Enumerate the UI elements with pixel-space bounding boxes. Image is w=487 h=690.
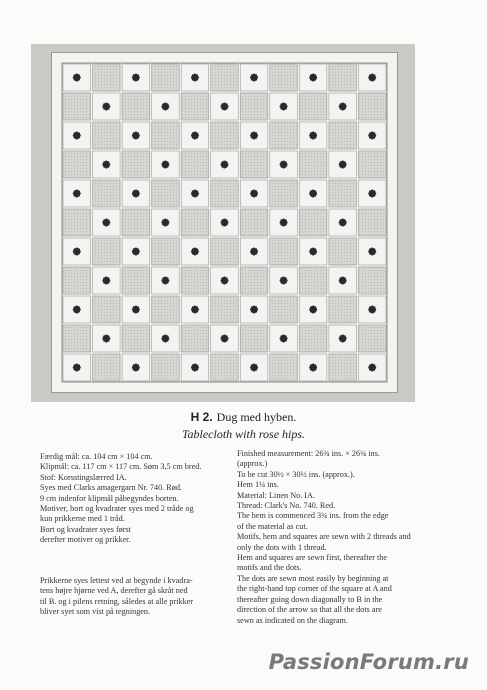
dotted-square bbox=[329, 296, 357, 323]
english-line: of the material as cut. bbox=[237, 521, 308, 531]
dotted-square bbox=[299, 209, 327, 236]
dotted-square bbox=[358, 151, 386, 178]
english-line: motifs and the dots. bbox=[237, 563, 302, 573]
english-line: Motifs, hem and squares are sewn with 2 threads and bbox=[237, 532, 411, 542]
dotted-square bbox=[211, 296, 239, 323]
dotted-square bbox=[152, 238, 180, 265]
dotted-square bbox=[240, 151, 268, 178]
english-line: sewn as indicated on the diagram. bbox=[237, 615, 348, 625]
caption-title-text: Dug med hyben. bbox=[216, 410, 297, 424]
dotted-square bbox=[358, 325, 386, 352]
dotted-square bbox=[63, 93, 91, 120]
dotted-square bbox=[240, 267, 268, 294]
dotted-square bbox=[93, 64, 121, 91]
dotted-square bbox=[240, 93, 268, 120]
dotted-square bbox=[122, 209, 150, 236]
dotted-square bbox=[299, 93, 327, 120]
caption-title bbox=[0, 410, 487, 425]
english-line: Hem and squares are sewn first, thereafter the bbox=[237, 553, 388, 563]
dotted-square bbox=[93, 354, 121, 381]
checkerboard-pattern bbox=[52, 53, 397, 392]
danish-line: Bort og kvadrater syes først bbox=[40, 524, 131, 534]
danish-line: Klipmål: ca. 117 cm × 117 cm. Søm 3,5 cm bred. bbox=[40, 462, 202, 472]
dotted-square bbox=[181, 151, 209, 178]
danish-line: derefter motiver og prikker. bbox=[40, 535, 131, 545]
dotted-square bbox=[152, 122, 180, 149]
caption-code: H 2. bbox=[190, 410, 213, 424]
danish-line: bliver syet som vist på tegningen. bbox=[40, 607, 151, 617]
english-line: To be cut 30½ × 30½ ins. (approx.). bbox=[237, 469, 355, 479]
danish-line: tens højre hjørne ved A, derefter gå skråt ned bbox=[40, 586, 188, 596]
dotted-square bbox=[299, 325, 327, 352]
dotted-square bbox=[181, 325, 209, 352]
watermark-text: PassionForum.ru bbox=[268, 650, 469, 674]
dotted-square bbox=[211, 238, 239, 265]
dotted-square bbox=[211, 64, 239, 91]
dotted-square bbox=[152, 180, 180, 207]
dotted-square bbox=[122, 325, 150, 352]
dotted-square bbox=[63, 267, 91, 294]
english-line: Finished measurement: 26¾ ins. × 26¾ ins. bbox=[237, 449, 380, 458]
danish-line: Færdig mål: ca. 104 cm × 104 cm. bbox=[40, 452, 153, 461]
dotted-square bbox=[181, 209, 209, 236]
dotted-square bbox=[93, 238, 121, 265]
dotted-square bbox=[93, 180, 121, 207]
english-line: Thread: Clark's No. 740. Red. bbox=[237, 501, 336, 511]
danish-line: kun prikkerne med 1 tråd. bbox=[40, 514, 125, 524]
dotted-square bbox=[63, 151, 91, 178]
dotted-square bbox=[63, 325, 91, 352]
english-line: thereafter going down diagonally to B in the bbox=[237, 594, 383, 604]
dotted-square bbox=[329, 180, 357, 207]
tablecloth-photo bbox=[31, 44, 415, 402]
english-line: direction of the arrow so that all the dots are bbox=[237, 605, 382, 615]
english-line: Hem 1¼ ins. bbox=[237, 480, 279, 490]
english-instructions bbox=[237, 449, 447, 626]
dotted-square bbox=[211, 180, 239, 207]
danish-instructions bbox=[40, 452, 240, 546]
dotted-square bbox=[181, 93, 209, 120]
dotted-square bbox=[270, 180, 298, 207]
caption-subtitle: Tablecloth with rose hips. bbox=[181, 427, 306, 441]
english-line: Material: Linen No. IA. bbox=[237, 490, 315, 500]
dotted-square bbox=[358, 209, 386, 236]
danish-line: Stof: Korsstingslærred IA. bbox=[40, 472, 127, 482]
english-line: the right-hand top corner of the square at A and bbox=[237, 584, 392, 594]
dotted-square bbox=[152, 296, 180, 323]
dotted-square bbox=[270, 354, 298, 381]
dotted-square bbox=[270, 64, 298, 91]
dotted-square bbox=[358, 93, 386, 120]
dotted-square bbox=[270, 122, 298, 149]
danish-line: 9 cm indenfor klipmål påbegyndes borten. bbox=[40, 493, 179, 503]
danish-line: Syes med Clarks amagergarn Nr. 740. Rød. bbox=[40, 483, 182, 493]
dotted-square bbox=[211, 354, 239, 381]
english-line: The dots are sewn most easily by beginning at bbox=[237, 573, 389, 583]
danish-dot-instructions bbox=[40, 576, 240, 618]
dotted-square bbox=[122, 93, 150, 120]
dotted-square bbox=[152, 354, 180, 381]
dotted-square bbox=[93, 122, 121, 149]
dotted-square bbox=[299, 267, 327, 294]
dotted-square bbox=[63, 209, 91, 236]
dotted-square bbox=[152, 64, 180, 91]
danish-line: Motiver, bort og kvadrater syes med 2 tråde og bbox=[40, 504, 194, 514]
dotted-square bbox=[122, 151, 150, 178]
dotted-square bbox=[329, 122, 357, 149]
dotted-square bbox=[270, 296, 298, 323]
dotted-square bbox=[329, 238, 357, 265]
english-line: only the dots with 1 thread. bbox=[237, 542, 327, 552]
dotted-square bbox=[299, 151, 327, 178]
dotted-square bbox=[122, 267, 150, 294]
dotted-square bbox=[211, 122, 239, 149]
english-line: (approx.) bbox=[237, 459, 268, 469]
dotted-square bbox=[270, 238, 298, 265]
dotted-square bbox=[240, 325, 268, 352]
dotted-square bbox=[93, 296, 121, 323]
dotted-square bbox=[181, 267, 209, 294]
dotted-square bbox=[329, 64, 357, 91]
danish-line: Prikkerne syes lettest ved at begynde i kvadra- bbox=[40, 576, 193, 585]
danish-line: til B. og i pilens retning, således at alle prikker bbox=[40, 596, 194, 606]
tablecloth bbox=[51, 52, 398, 393]
dotted-square bbox=[358, 267, 386, 294]
dotted-square bbox=[329, 354, 357, 381]
dotted-square bbox=[240, 209, 268, 236]
english-line: The hem is commenced 3¾ ins. from the edge bbox=[237, 511, 389, 521]
